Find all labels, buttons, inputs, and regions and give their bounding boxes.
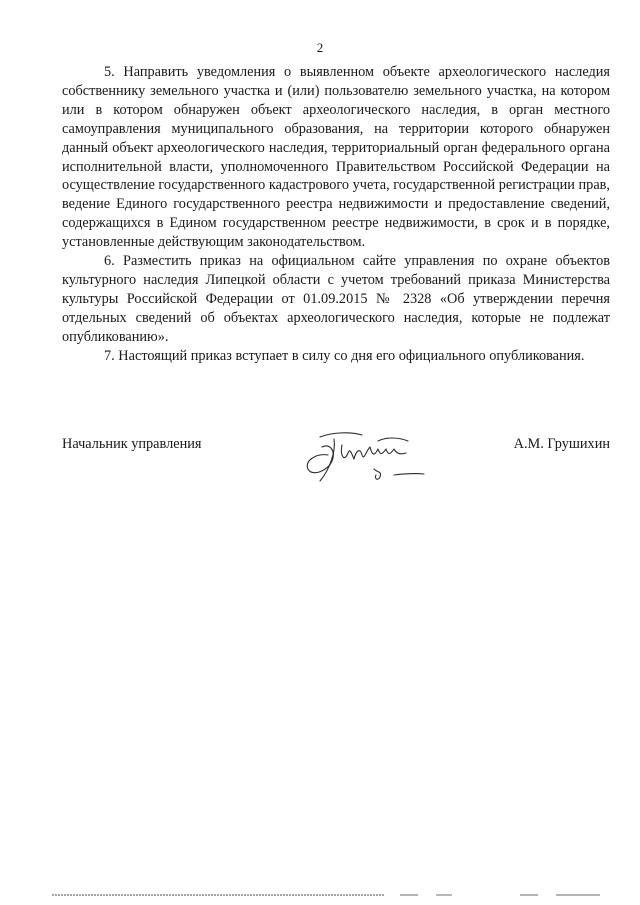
signature-block: [62, 425, 610, 485]
paragraph-7-effective-date: 7. Настоящий приказ вступает в силу со дня его официального опубликования.: [104, 347, 585, 364]
signatory-name: А.М. Грушихин: [513, 436, 610, 452]
handwritten-signature: [290, 425, 440, 487]
page-number: 2: [316, 40, 324, 55]
scan-bottom-edge: [0, 890, 640, 900]
signatory-position: Начальник управления: [62, 436, 202, 452]
document-body: [62, 63, 610, 366]
paragraph-5-notifications: 5. Направить уведомления о выявленном объекте археологического наследия собственнику земельного участка и (или) пользователю земельного участка, на котором или в котором обнаружен объект археологического наследия, в орган местного самоуправления муниципального образования, на территории которого обнаружен данный объект археологического наследия, территориальный орган федерального органа исполнительной власти, уполномоченного Правительством Российской Федерации на осуществление государственного кадастрового учета, государственной регистрации прав, ведение Единого государственного реестра недвижимости и предоставление сведений, содержащихся в Едином государственном реестре недвижимости, в срок и в порядке, установленные действующим законодательством.: [62, 64, 610, 251]
paragraph-6-publication: 6. Разместить приказ на официальном сайте управления по охране объектов культурного наследия Липецкой области с учетом требований приказа Министерства культуры Российской Федерации от 01.09.2015 № 2328 «Об утверждении перечня отдельных сведений об объектах археологического наследия, которые не подлежат опубликованию».: [62, 253, 610, 345]
